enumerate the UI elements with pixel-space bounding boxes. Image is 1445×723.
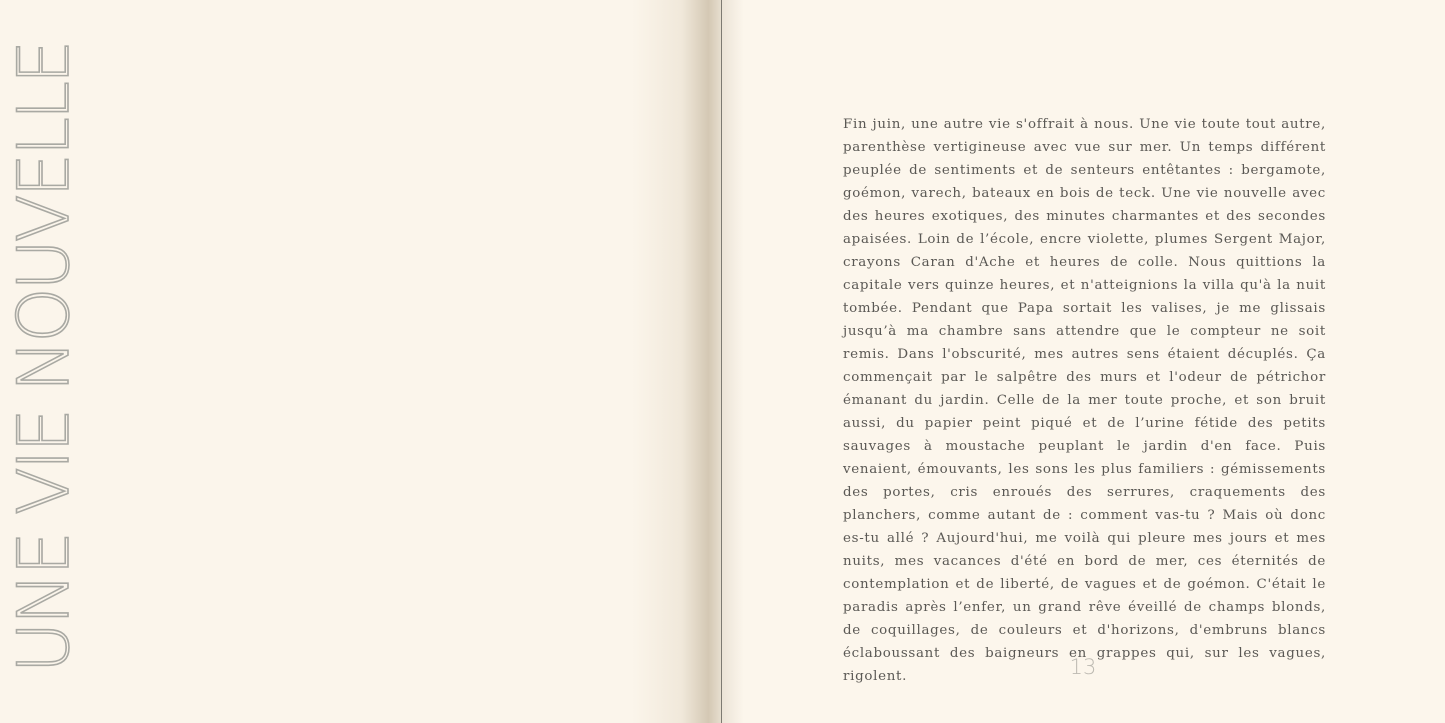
right-page: [722, 0, 1445, 723]
left-page: [0, 0, 722, 723]
page-number: 13: [1069, 655, 1097, 679]
chapter-title-vertical: UNE VIE NOUVELLE: [3, 42, 85, 674]
body-paragraph: Fin juin, une autre vie s'offrait à nous. Une vie toute tout autre, parenthèse vertigineuse avec vue sur mer. Un temps différent peuplée de sentiments et de senteurs entêtantes : bergamote, goémon, varech, bateaux en bois de teck. Une vie nouvelle avec des heures exotiques, des minutes charmantes et des secondes apaisées. Loin de l’école, encre violette, plumes Sergent Major, crayons Caran d'Ache et heures de colle. Nous quittions la capitale vers quinze heures, et n'atteignions la villa qu'à la nuit tombée. Pendant que Papa sortait les valises, je me glissais jusqu’à ma chambre sans attendre que le compteur ne soit remis. Dans l'obscurité, mes autres sens étaient décuplés. Ça commençait par le salpêtre des murs et l'odeur de pétrichor émanant du jardin. Celle de la mer toute proche, et son bruit aussi, du papier peint piqué et de l’urine fétide des petits sauvages à moustache peuplant le jardin d'en face. Puis venaient, émouvants, les sons les plus familiers : gémissements des portes, cris enroués des serrures, craquements des planchers, comme autant de : comment vas-tu ? Mais où donc es-tu allé ? Aujourd'hui, me voilà qui pleure mes jours et mes nuits, mes vacances d'été en bord de mer, ces éternités de contemplation et de liberté, de vagues et de goémon. C'était le paradis après l’enfer, un grand rêve éveillé de champs blonds, de coquillages, de couleurs et d'horizons, d'embruns blancs éclaboussant des baigneurs en grappes qui, sur les vagues, rigolent.: [843, 117, 1326, 684]
